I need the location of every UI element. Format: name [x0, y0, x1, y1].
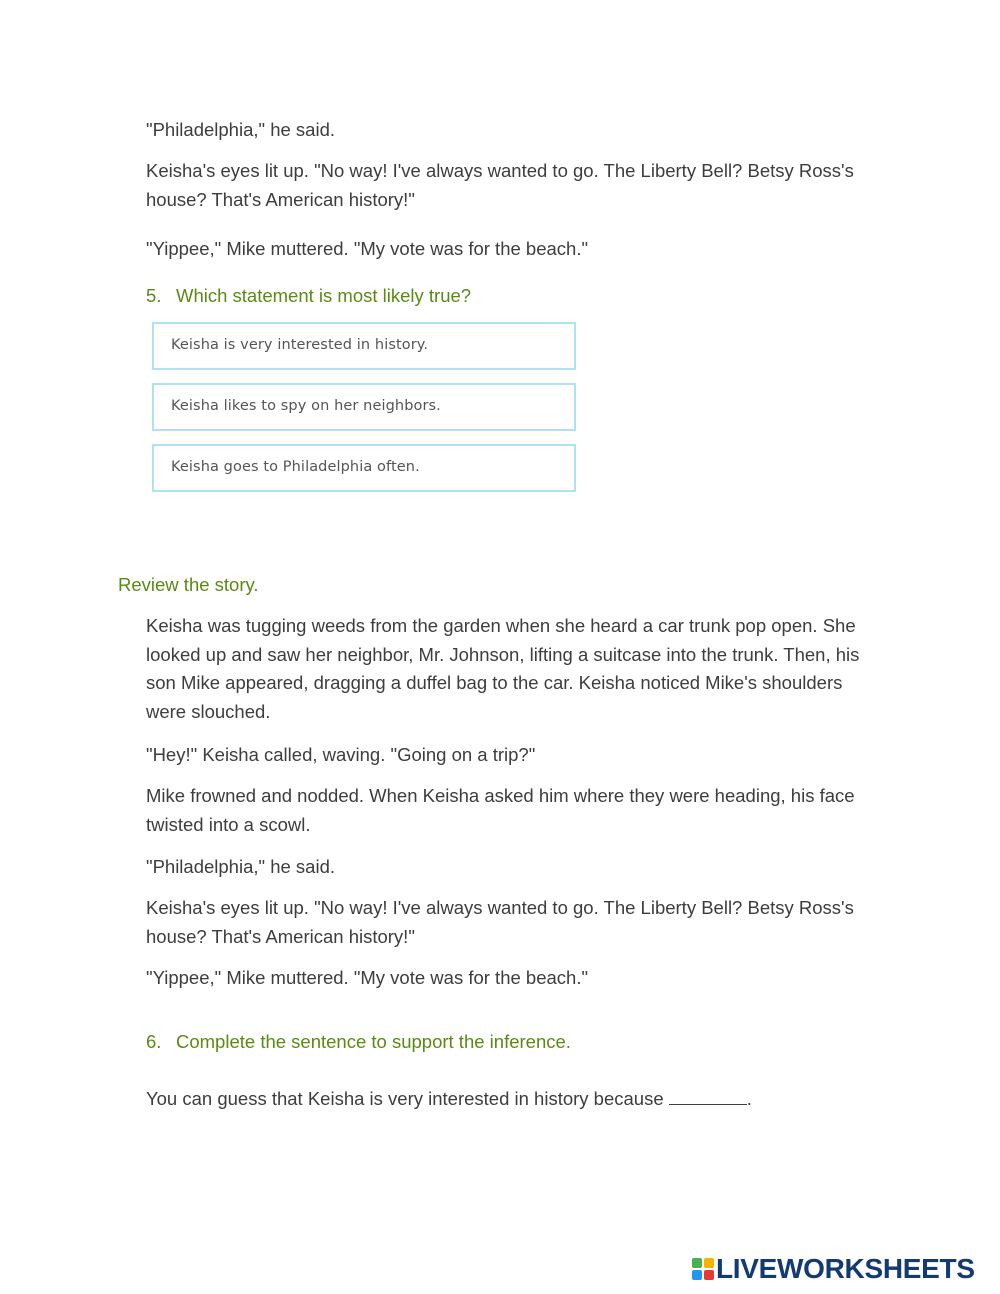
question-number: 5. [146, 285, 162, 306]
story-paragraph: Keisha's eyes lit up. "No way! I've always wanted to go. The Liberty Bell? Betsy Ross's house? That's American history!" [146, 897, 854, 947]
sentence-end: . [746, 1088, 752, 1109]
answer-option-2[interactable] [152, 383, 576, 431]
answer-blank[interactable] [669, 1084, 747, 1105]
answer-option-label: Keisha likes to spy on her neighbors. [171, 398, 441, 414]
question-6-prompt [146, 1030, 571, 1054]
story-paragraph: "Hey!" Keisha called, waving. "Going on a trip?" [146, 744, 536, 765]
question-5-prompt [146, 284, 471, 308]
passage-paragraph: "Yippee," Mike muttered. "My vote was for the beach." [146, 238, 589, 259]
question-text: Which statement is most likely true? [176, 285, 472, 306]
liveworksheets-logo [692, 1254, 975, 1284]
logo-text: LIVEWORKSHEETS [716, 1253, 975, 1284]
fill-in-sentence [146, 1084, 881, 1114]
logo-blocks-icon [692, 1258, 714, 1280]
answer-option-1[interactable] [152, 322, 576, 370]
answer-option-label: Keisha goes to Philadelphia often. [171, 459, 420, 475]
story-paragraph: "Philadelphia," he said. [146, 856, 336, 877]
answer-option-3[interactable] [152, 444, 576, 492]
section-heading: Review the story. [118, 574, 259, 595]
question-number: 6. [146, 1031, 162, 1052]
passage-paragraph: "Philadelphia," he said. [146, 119, 336, 140]
passage-paragraph: Keisha's eyes lit up. "No way! I've always wanted to go. The Liberty Bell? Betsy Ross's house? That's American history!" [146, 160, 854, 210]
story-paragraph: Keisha was tugging weeds from the garden when she heard a car trunk pop open. She looked up and saw her neighbor, Mr. Johnson, lifting a suitcase into the trunk. Then, his son Mike appeared, dragging a duffel bag to the car. Keisha noticed Mike's shoulders were slouched. [146, 615, 860, 722]
answer-option-label: Keisha is very interested in history. [171, 337, 429, 353]
sentence-start: You can guess that Keisha is very interested in history because [146, 1088, 664, 1109]
story-paragraph: Mike frowned and nodded. When Keisha asked him where they were heading, his face twisted into a scowl. [146, 785, 855, 835]
question-text: Complete the sentence to support the inference. [176, 1031, 571, 1052]
story-paragraph: "Yippee," Mike muttered. "My vote was for the beach." [146, 967, 589, 988]
